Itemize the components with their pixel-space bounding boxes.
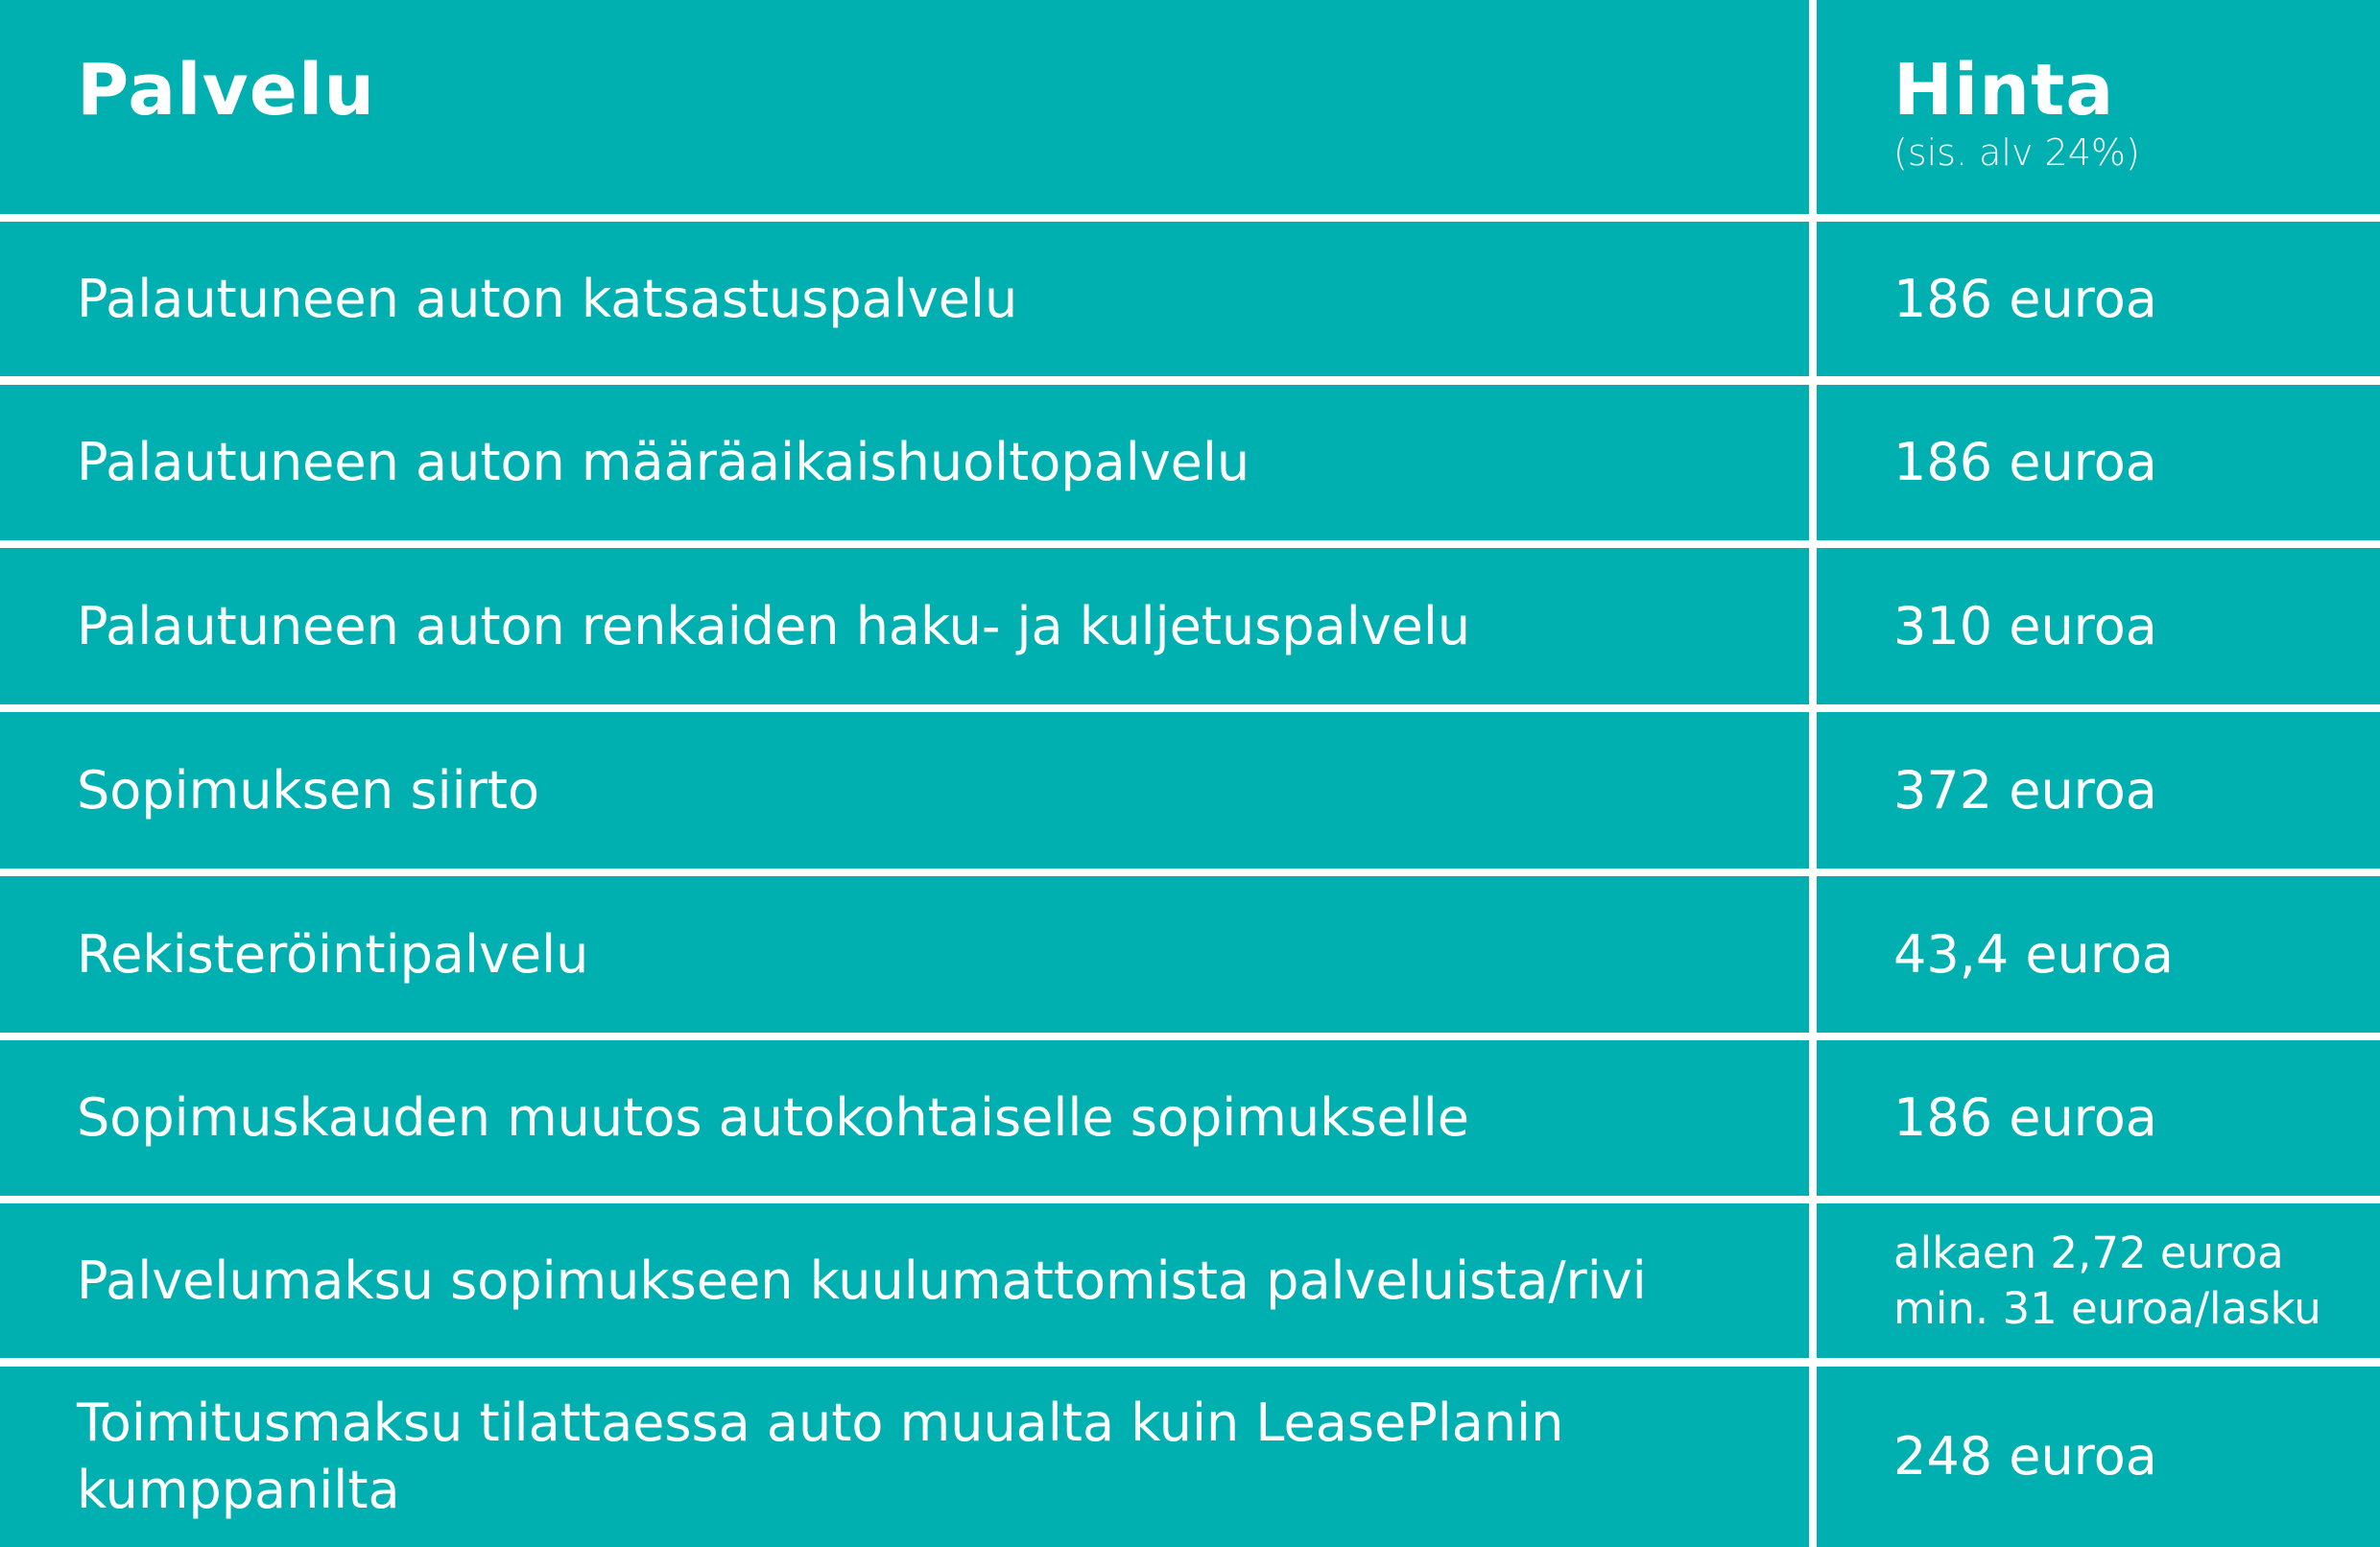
header-cell-price: [1817, 0, 2380, 214]
table-row: [0, 876, 2380, 1033]
service-name: Rekisteröintipalvelu: [77, 923, 589, 985]
table-row: [0, 548, 2380, 704]
service-price-line-1: alkaen 2,72 euroa: [1893, 1226, 2284, 1278]
table-row: [0, 222, 2380, 376]
table-row: [0, 1040, 2380, 1196]
service-price: 186 euroa: [1893, 268, 2157, 329]
service-price: 248 euroa: [1893, 1426, 2157, 1487]
service-price: 186 euroa: [1893, 432, 2157, 492]
service-name: Palautuneen auton määräaikaishuoltopalvelu: [77, 432, 1250, 492]
service-name: Sopimuksen siirto: [77, 759, 539, 821]
service-name: Palautuneen auton katsastuspalvelu: [77, 268, 1018, 329]
service-price: 372 euroa: [1893, 759, 2157, 821]
price-cell: [1817, 385, 2380, 540]
price-cell: [1817, 1367, 2380, 1547]
service-name: Palautuneen auton renkaiden haku- ja kuljetuspalvelu: [77, 595, 1471, 656]
table-row: [0, 1203, 2380, 1358]
service-cell: [0, 548, 1809, 704]
price-cell: [1817, 222, 2380, 376]
service-cell: [0, 1367, 1809, 1547]
service-name: Toimitusmaksu tilattaessa auto muualta kuin LeasePlanin kumppanilta: [77, 1392, 1564, 1520]
service-name: Palvelumaksu sopimukseen kuulumattomista palveluista/rivi: [77, 1250, 1647, 1311]
service-cell: [0, 222, 1809, 376]
service-cell: [0, 385, 1809, 540]
header-price-note: (sis. alv 24%): [1893, 131, 2140, 174]
service-price-line-2: min. 31 euroa/lasku: [1893, 1282, 2321, 1334]
header-service-label: Palvelu: [77, 49, 376, 131]
price-cell: [1817, 1040, 2380, 1196]
service-name: Sopimuskauden muutos autokohtaiselle sopimukselle: [77, 1087, 1469, 1148]
table-row: [0, 1367, 2380, 1547]
service-cell: [0, 712, 1809, 869]
service-cell: [0, 1203, 1809, 1358]
price-cell: [1817, 712, 2380, 869]
service-cell: [0, 876, 1809, 1033]
table-header-row: [0, 0, 2380, 214]
service-price: 186 euroa: [1893, 1087, 2157, 1148]
table-row: [0, 712, 2380, 869]
price-cell: [1817, 548, 2380, 704]
price-cell: [1817, 1203, 2380, 1358]
service-price: 43,4 euroa: [1893, 923, 2174, 985]
table-row: [0, 385, 2380, 540]
header-price-label: Hinta: [1893, 49, 2115, 131]
service-cell: [0, 1040, 1809, 1196]
service-price: 310 euroa: [1893, 595, 2157, 656]
header-cell-service: [0, 0, 1809, 214]
price-cell: [1817, 876, 2380, 1033]
